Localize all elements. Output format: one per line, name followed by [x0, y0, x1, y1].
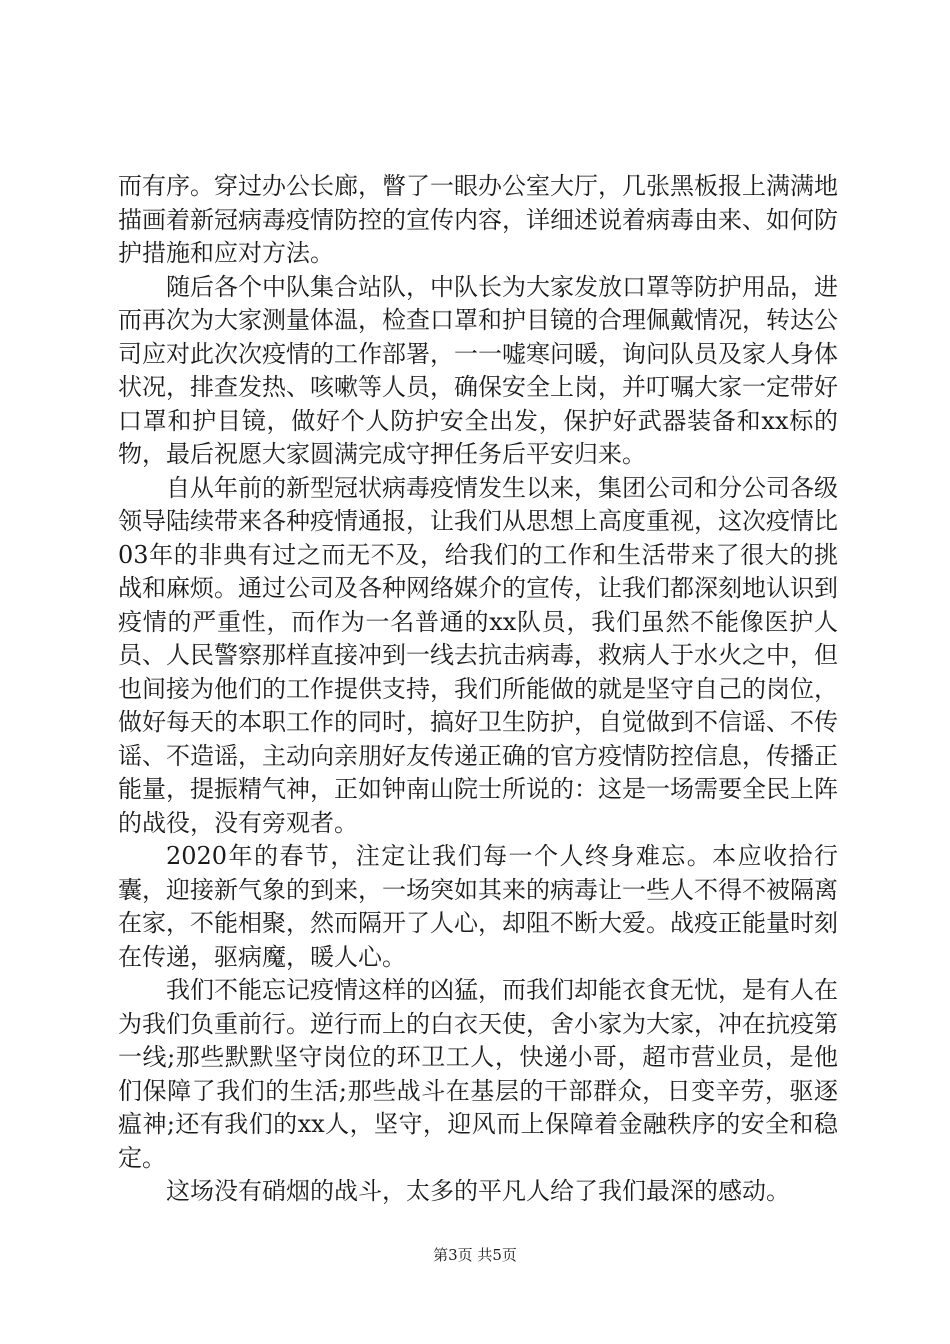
paragraph-2: 随后各个中队集合站队，中队长为大家发放口罩等防护用品，进而再次为大家测量体温，检查口罩和护目镜的合理佩戴情况，转达公司应对此次次疫情的工作部署，一一嘘寒问暖，询问队员及家人身体状况，排查发热、咳嗽等人员，确保安全上岗，并叮嘱大家一定带好口罩和护目镜，做好个人防护安全出发，保护好武器装备和xx标的物，最后祝愿大家圆满完成守押任务后平安归来。 — [118, 272, 838, 468]
paragraph-3: 自从年前的新型冠状病毒疫情发生以来，集团公司和分公司各级领导陆续带来各种疫情通报，让我们从思想上高度重视，这次疫情比03年的非典有过之而无不及，给我们的工作和生活带来了很大的挑战和麻烦。通过公司及各种网络媒介的宣传，让我们都深刻地认识到疫情的严重性，而作为一名普通的xx队员，我们虽然不能像医护人员、人民警察那样直接冲到一线去抗击病毒，救病人于水火之中，但也间接为他们的工作提供支持，我们所能做的就是坚守自己的岗位，做好每天的本职工作的同时，搞好卫生防护，自觉做到不信谣、不传谣、不造谣，主动向亲朋好友传递正确的官方疫情防控信息，传播正能量，提振精气神，正如钟南山院士所说的：这是一场需要全民上阵的战役，没有旁观者。 — [118, 473, 838, 837]
paragraph-1: 而有序。穿过办公长廊，瞥了一眼办公室大厅，几张黑板报上满满地描画着新冠病毒疫情防控的宣传内容，详细述说着病毒由来、如何防护措施和应对方法。 — [118, 172, 838, 267]
paragraph-5: 我们不能忘记疫情这样的凶猛，而我们却能衣食无忧，是有人在为我们负重前行。逆行而上的白衣天使，舍小家为大家，冲在抗疫第一线;那些默默坚守岗位的环卫工人，快递小哥，超市营业员，是他们保障了我们的生活;那些战斗在基层的干部群众，日变辛劳，驱逐瘟神;还有我们的xx人，坚守，迎风而上保障着金融秩序的安全和稳定。 — [118, 976, 838, 1172]
paragraph-6: 这场没有硝烟的战斗，太多的平凡人给了我们最深的感动。 — [166, 1177, 790, 1205]
page-footer: 第3页 共5页 — [433, 1246, 517, 1264]
paragraph-4: 2020年的春节，注定让我们每一个人终身难忘。本应收拾行囊，迎接新气象的到来，一场突如其来的病毒让一些人不得不被隔离在家，不能相聚，然而隔开了人心，却阻不断大爱。战疫正能量时刻在传递，驱病魔，暖人心。 — [118, 842, 838, 971]
body-text — [118, 170, 838, 1209]
